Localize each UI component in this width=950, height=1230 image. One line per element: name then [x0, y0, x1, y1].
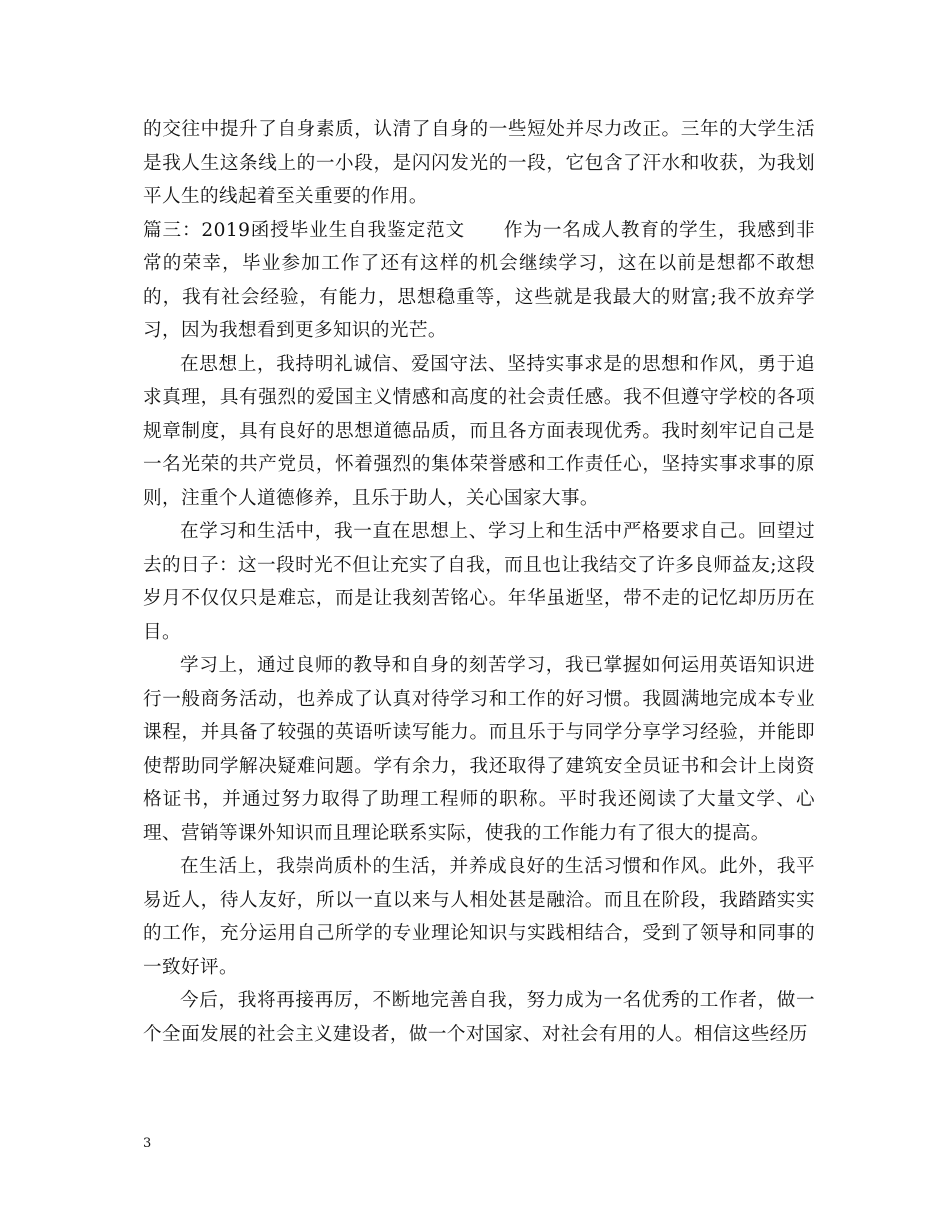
paragraph-section-three-intro: 篇三：2019函授毕业生自我鉴定范文 作为一名成人教育的学生，我感到非常的荣幸，毕业参加工作了还有这样的机会继续学习，这在以前是想都不敢想的，我有社会经验，有能力，思想稳重等，这些就是我最大的财富;我不放弃学习，因为我想看到更多知识的光芒。 — [143, 219, 815, 341]
paragraph-continuation: 的交往中提升了自身素质，认清了自身的一些短处并尽力改正。三年的大学生活是我人生这条线上的一小段，是闪闪发光的一段，它包含了汗水和收获，为我划平人生的线起着至关重要的作用。 — [143, 119, 815, 207]
page-number: 3 — [143, 1136, 152, 1151]
paragraph-study-and-life: 在学习和生活中，我一直在思想上、学习上和生活中严格要求自己。回望过去的日子：这一段时光不但让充实了自我，而且也让我结交了许多良师益友;这段岁月不仅仅只是难忘，而是让我刻苦铭心。年华虽逝坚，带不走的记忆却历历在目。 — [143, 521, 815, 643]
document-body — [143, 113, 815, 1051]
paragraph-learning: 学习上，通过良师的教导和自身的刻苦学习，我已掌握如何运用英语知识进行一般商务活动，也养成了认真对待学习和工作的好习惯。我圆满地完成本专业课程，并具备了较强的英语听读写能力。而且乐于与同学分享学习经验，并能即使帮助同学解决疑难问题。学有余力，我还取得了建筑安全员证书和会计上岗资格证书，并通过努力取得了助理工程师的职称。平时我还阅读了大量文学、心理、营销等课外知识而且理论联系实际，使我的工作能力有了很大的提高。 — [143, 655, 815, 844]
paragraph-daily-life: 在生活上，我崇尚质朴的生活，并养成良好的生活习惯和作风。此外，我平易近人，待人友好，所以一直以来与人相处甚是融洽。而且在阶段，我踏踏实实的工作，充分运用自己所学的专业理论知识与实践相结合，受到了领导和同事的一致好评。 — [143, 856, 815, 978]
paragraph-ideology: 在思想上，我持明礼诚信、爱国守法、坚持实事求是的思想和作风，勇于追求真理，具有强烈的爱国主义情感和高度的社会责任感。我不但遵守学校的各项规章制度，具有良好的思想道德品质，而且各方面表现优秀。我时刻牢记自己是一名光荣的共产党员，怀着强烈的集体荣誉感和工作责任心，坚持实事求事的原则，注重个人道德修养，且乐于助人，关心国家大事。 — [143, 353, 815, 509]
paragraph-future: 今后，我将再接再厉，不断地完善自我，努力成为一名优秀的工作者，做一个全面发展的社会主义建设者，做一个对国家、对社会有用的人。相信这些经历 — [143, 990, 815, 1045]
